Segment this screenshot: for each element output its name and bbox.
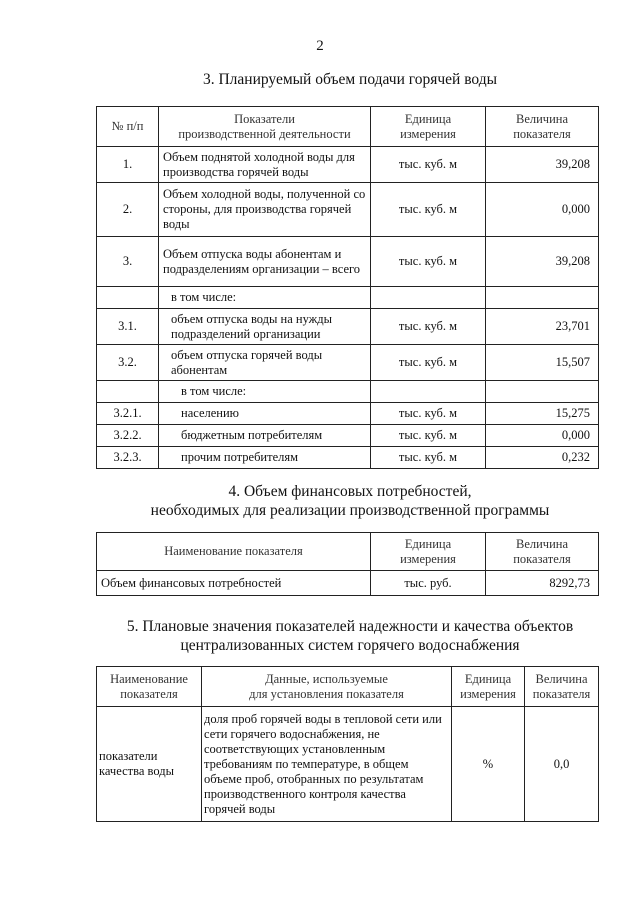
row-unit: тыс. куб. м <box>371 345 486 381</box>
row-name: прочим потребителям <box>159 447 371 469</box>
section3-header-row <box>97 107 599 147</box>
row-name: населению <box>159 403 371 425</box>
row-value: 15,275 <box>486 403 599 425</box>
header-unit: Единица измерения <box>452 667 525 707</box>
row-unit: тыс. куб. м <box>371 447 486 469</box>
header-unit: Единица измерения <box>371 107 486 147</box>
header-value: Величина показателя <box>486 533 599 571</box>
row-value: 39,208 <box>486 237 599 287</box>
row-unit: тыс. куб. м <box>371 425 486 447</box>
table-row <box>97 237 599 287</box>
table-row <box>97 381 599 403</box>
row-num: 3.2.3. <box>97 447 159 469</box>
row-unit: тыс. куб. м <box>371 309 486 345</box>
row-name: объем отпуска воды на нужды подразделений организации <box>159 309 371 345</box>
row-unit <box>371 287 486 309</box>
table-row <box>97 345 599 381</box>
row-num: 1. <box>97 147 159 183</box>
row-unit <box>371 381 486 403</box>
row-name: Объем финансовых потребностей <box>97 571 371 596</box>
section3-title: 3. Планируемый объем подачи горячей воды <box>202 71 498 88</box>
row-name: Объем холодной воды, полученной со стороны, для производства горячей воды <box>159 183 371 237</box>
section5-header-row <box>97 667 599 707</box>
section4-title: 4. Объем финансовых потребностей, необходимых для реализации производственной программы <box>150 483 550 519</box>
table-row <box>97 183 599 237</box>
row-data: доля проб горячей воды в тепловой сети или сети горячего водоснабжения, не соответствующих установленным требованиям по температуре, в общем объеме проб, отобранных по результатам производственного контроля качества горячей воды <box>202 707 452 822</box>
row-num <box>97 381 159 403</box>
header-name: Наименование показателя <box>97 667 202 707</box>
row-name: в том числе: <box>159 381 371 403</box>
table-row <box>97 571 599 596</box>
row-value <box>486 381 599 403</box>
table-row <box>97 147 599 183</box>
row-name: Объем поднятой холодной воды для производства горячей воды <box>159 147 371 183</box>
header-indicator: Показатели производственной деятельности <box>159 107 371 147</box>
row-value: 0,232 <box>486 447 599 469</box>
row-num: 3.1. <box>97 309 159 345</box>
row-unit: тыс. куб. м <box>371 237 486 287</box>
row-unit: тыс. руб. <box>371 571 486 596</box>
section5-table <box>96 666 599 822</box>
row-name: бюджетным потребителям <box>159 425 371 447</box>
row-value: 0,0 <box>525 707 599 822</box>
row-unit: тыс. куб. м <box>371 403 486 425</box>
header-value: Величина показателя <box>486 107 599 147</box>
row-value: 15,507 <box>486 345 599 381</box>
row-value <box>486 287 599 309</box>
row-value: 0,000 <box>486 183 599 237</box>
table-row <box>97 403 599 425</box>
row-num <box>97 287 159 309</box>
header-num: № п/п <box>97 107 159 147</box>
section3-table <box>96 106 599 469</box>
row-num: 3.2.2. <box>97 425 159 447</box>
row-name: показатели качества воды <box>97 707 202 822</box>
row-num: 2. <box>97 183 159 237</box>
row-unit: тыс. куб. м <box>371 183 486 237</box>
header-data: Данные, используемые для установления показателя <box>202 667 452 707</box>
section5-title: 5. Плановые значения показателей надежности и качества объектов централизованных систем горячего водоснабжения <box>126 618 574 654</box>
table-row <box>97 309 599 345</box>
row-unit: тыс. куб. м <box>371 147 486 183</box>
section4-table <box>96 532 599 596</box>
row-value: 0,000 <box>486 425 599 447</box>
header-value: Величина показателя <box>525 667 599 707</box>
row-value: 39,208 <box>486 147 599 183</box>
row-num: 3. <box>97 237 159 287</box>
section4-header-row <box>97 533 599 571</box>
table-row <box>97 707 599 822</box>
table-row <box>97 287 599 309</box>
table-row <box>97 425 599 447</box>
row-value: 23,701 <box>486 309 599 345</box>
header-name: Наименование показателя <box>97 533 371 571</box>
header-unit: Единица измерения <box>371 533 486 571</box>
row-num: 3.2. <box>97 345 159 381</box>
row-num: 3.2.1. <box>97 403 159 425</box>
row-value: 8292,73 <box>486 571 599 596</box>
table-row <box>97 447 599 469</box>
row-name: Объем отпуска воды абонентам и подразделениям организации – всего <box>159 237 371 287</box>
row-name: в том числе: <box>159 287 371 309</box>
page-number: 2 <box>316 38 324 54</box>
row-unit: % <box>452 707 525 822</box>
row-name: объем отпуска горячей воды абонентам <box>159 345 371 381</box>
